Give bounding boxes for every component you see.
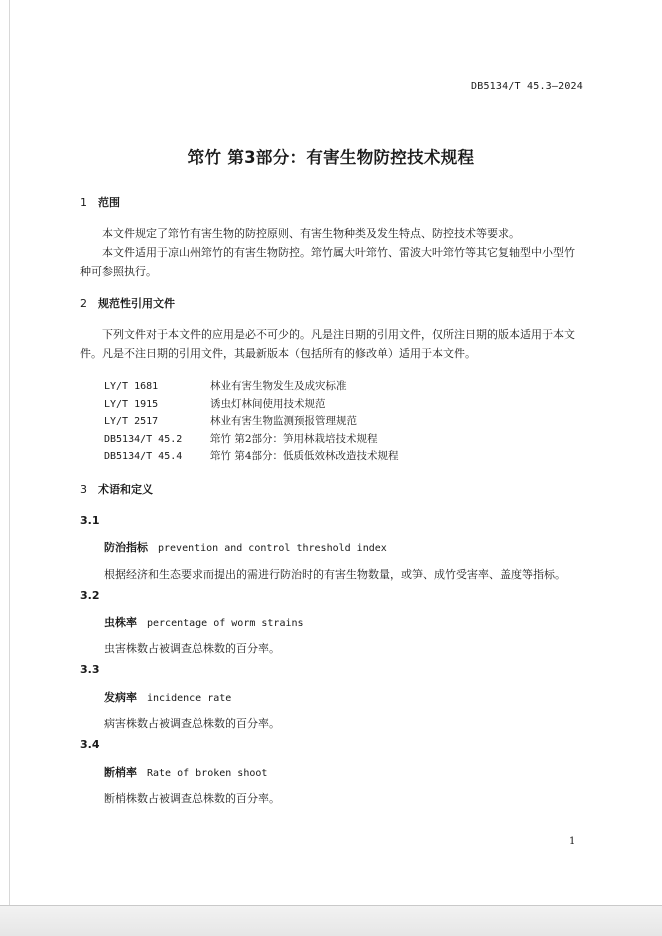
reference-title: 林业有害生物发生及成灾标准	[210, 380, 347, 392]
term-english: percentage of worm strains	[147, 618, 304, 629]
section-heading-terms	[80, 481, 153, 497]
reference-item	[104, 431, 399, 449]
term-chinese: 发病率	[104, 691, 137, 704]
paragraph: 本文件适用于凉山州筇竹的有害生物防控。筇竹属大叶筇竹、雷波大叶筇竹等其它复轴型中小型竹种可参照执行。	[80, 246, 575, 278]
term-entry	[104, 689, 231, 705]
section-number: 1	[80, 196, 87, 209]
term-entry	[104, 764, 267, 780]
section-number: 3	[80, 483, 87, 496]
paragraph: 下列文件对于本文件的应用是必不可少的。凡是注日期的引用文件，仅所注日期的版本适用于本文件。凡是不注日期的引用文件，其最新版本（包括所有的修改单）适用于本文件。	[80, 328, 575, 360]
term-entry	[104, 539, 387, 555]
term-chinese: 虫株率	[104, 616, 137, 629]
term-entry	[104, 614, 304, 630]
section-heading-scope	[80, 194, 120, 210]
term-chinese: 防治指标	[104, 541, 148, 554]
term-number: 3.2	[80, 589, 100, 602]
reference-item	[104, 413, 399, 431]
reference-code: DB5134/T 45.4	[104, 451, 183, 462]
section-heading-normative-references	[80, 295, 175, 311]
paragraph: 本文件规定了筇竹有害生物的防控原则、有害生物种类及发生特点、防控技术等要求。	[102, 227, 520, 240]
reference-code: LY/T 1681	[104, 381, 159, 392]
reference-title: 林业有害生物监测预报管理规范	[210, 415, 357, 427]
page-edge	[9, 0, 10, 936]
section-title: 范围	[98, 196, 120, 209]
reference-item	[104, 448, 399, 466]
standard-code: DB5134/T 45.3—2024	[471, 81, 583, 92]
reference-item	[104, 378, 399, 396]
section-title: 规范性引用文件	[98, 297, 175, 310]
term-english: prevention and control threshold index	[158, 543, 387, 554]
reference-item	[104, 396, 399, 414]
reference-title: 筇竹 第4部分：低质低效林改造技术规程	[210, 450, 399, 462]
document-title: 筇竹 第3部分：有害生物防控技术规程	[187, 148, 475, 167]
term-number: 3.4	[80, 738, 100, 751]
term-definition: 断梢株数占被调查总株数的百分率。	[104, 792, 280, 805]
term-definition: 病害株数占被调查总株数的百分率。	[104, 717, 280, 730]
term-definition: 虫害株数占被调查总株数的百分率。	[104, 642, 280, 655]
reference-code: DB5134/T 45.2	[104, 433, 183, 445]
reference-title: 筇竹 第2部分：笋用林栽培技术规程	[210, 432, 378, 445]
page-number: 1	[569, 836, 576, 847]
section-number: 2	[80, 297, 87, 310]
reference-list	[104, 378, 399, 466]
reference-code: LY/T 2517	[104, 416, 159, 427]
term-definition: 根据经济和生态要求而提出的需进行防治时的有害生物数量，或笋、成竹受害率、盖度等指标。	[104, 568, 566, 581]
term-chinese: 断梢率	[104, 766, 137, 779]
scan-shadow	[0, 906, 662, 936]
reference-code: LY/T 1915	[104, 398, 159, 410]
reference-title: 诱虫灯林间使用技术规范	[210, 397, 326, 410]
term-english: incidence rate	[147, 693, 232, 704]
section-title: 术语和定义	[98, 483, 153, 496]
term-english: Rate of broken shoot	[147, 768, 268, 779]
term-number: 3.1	[80, 514, 100, 527]
term-number: 3.3	[80, 663, 100, 676]
